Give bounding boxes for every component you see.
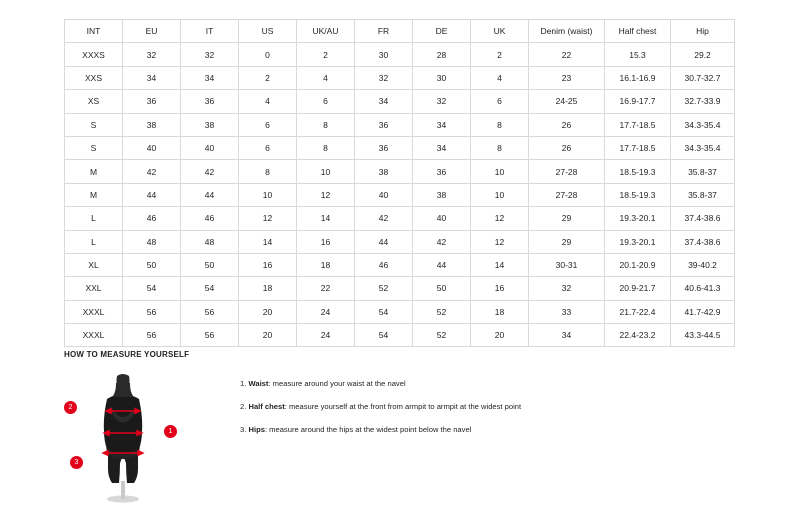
cell-hip: 29.2 <box>671 43 735 66</box>
cell-us: 14 <box>239 230 297 253</box>
table-row <box>65 207 735 230</box>
how-to-measure-title: HOW TO MEASURE YOURSELF <box>64 350 190 359</box>
cell-us: 16 <box>239 253 297 276</box>
instruction-index: 2. <box>240 402 247 412</box>
cell-us: 4 <box>239 90 297 113</box>
measure-instruction-hips <box>240 425 521 434</box>
measure-marker-1: 1 <box>164 425 177 438</box>
cell-uk: 16 <box>471 277 529 300</box>
cell-us: 12 <box>239 207 297 230</box>
cell-it: 32 <box>181 43 239 66</box>
cell-uk: 12 <box>471 207 529 230</box>
instruction-text: : measure around the hips at the widest point below the navel <box>264 425 472 435</box>
instruction-index: 3. <box>240 425 247 435</box>
cell-de: 34 <box>413 113 471 136</box>
cell-int: M <box>65 183 123 206</box>
cell-half-chest: 19.3-20.1 <box>605 207 671 230</box>
measure-marker-3: 3 <box>70 456 83 469</box>
table-header <box>65 20 735 43</box>
cell-us: 0 <box>239 43 297 66</box>
cell-fr: 54 <box>355 300 413 323</box>
cell-it: 34 <box>181 66 239 89</box>
cell-half-chest: 17.7-18.5 <box>605 113 671 136</box>
table-row <box>65 113 735 136</box>
cell-us: 18 <box>239 277 297 300</box>
cell-it: 54 <box>181 277 239 300</box>
instruction-index: 1. <box>240 379 247 388</box>
column-header-hip: Hip <box>671 20 735 43</box>
cell-denim-waist: 22 <box>529 43 605 66</box>
cell-fr: 36 <box>355 113 413 136</box>
table-row <box>65 43 735 66</box>
cell-fr: 30 <box>355 43 413 66</box>
cell-us: 20 <box>239 300 297 323</box>
cell-de: 50 <box>413 277 471 300</box>
cell-half-chest: 21.7-22.4 <box>605 300 671 323</box>
table-row <box>65 90 735 113</box>
cell-hip: 34.3-35.4 <box>671 113 735 136</box>
cell-us: 20 <box>239 324 297 347</box>
cell-eu: 46 <box>123 207 181 230</box>
cell-hip: 39-40.2 <box>671 253 735 276</box>
cell-de: 28 <box>413 43 471 66</box>
cell-us: 6 <box>239 113 297 136</box>
cell-hip: 43.3-44.5 <box>671 324 735 347</box>
instruction-text: : measure around your waist at the navel <box>268 379 406 388</box>
cell-int: L <box>65 207 123 230</box>
cell-int: XXXS <box>65 43 123 66</box>
column-header-uk: UK <box>471 20 529 43</box>
cell-uk: 20 <box>471 324 529 347</box>
column-header-half-chest: Half chest <box>605 20 671 43</box>
cell-uk-au: 10 <box>297 160 355 183</box>
cell-it: 56 <box>181 300 239 323</box>
cell-int: S <box>65 113 123 136</box>
cell-denim-waist: 29 <box>529 230 605 253</box>
cell-int: XL <box>65 253 123 276</box>
cell-fr: 40 <box>355 183 413 206</box>
cell-half-chest: 16.1-16.9 <box>605 66 671 89</box>
cell-uk-au: 2 <box>297 43 355 66</box>
cell-eu: 50 <box>123 253 181 276</box>
cell-int: M <box>65 160 123 183</box>
cell-denim-waist: 27-28 <box>529 160 605 183</box>
cell-eu: 56 <box>123 300 181 323</box>
cell-de: 44 <box>413 253 471 276</box>
cell-int: XXL <box>65 277 123 300</box>
cell-uk: 14 <box>471 253 529 276</box>
instruction-term: Half chest <box>248 402 285 412</box>
cell-hip: 37.4-38.6 <box>671 230 735 253</box>
how-to-measure-section <box>64 350 744 503</box>
cell-uk-au: 18 <box>297 253 355 276</box>
size-chart-container <box>64 19 734 347</box>
cell-de: 34 <box>413 136 471 159</box>
cell-fr: 46 <box>355 253 413 276</box>
cell-eu: 40 <box>123 136 181 159</box>
table-row <box>65 253 735 276</box>
cell-denim-waist: 29 <box>529 207 605 230</box>
cell-uk-au: 12 <box>297 183 355 206</box>
cell-uk: 10 <box>471 183 529 206</box>
cell-us: 10 <box>239 183 297 206</box>
cell-int: XXS <box>65 66 123 89</box>
cell-eu: 32 <box>123 43 181 66</box>
column-header-eu: EU <box>123 20 181 43</box>
cell-denim-waist: 30-31 <box>529 253 605 276</box>
cell-it: 56 <box>181 324 239 347</box>
table-row <box>65 230 735 253</box>
table-row <box>65 324 735 347</box>
cell-de: 30 <box>413 66 471 89</box>
cell-de: 36 <box>413 160 471 183</box>
cell-uk: 10 <box>471 160 529 183</box>
cell-half-chest: 15.3 <box>605 43 671 66</box>
cell-uk-au: 22 <box>297 277 355 300</box>
cell-half-chest: 17.7-18.5 <box>605 136 671 159</box>
cell-it: 48 <box>181 230 239 253</box>
cell-half-chest: 16.9-17.7 <box>605 90 671 113</box>
cell-uk: 12 <box>471 230 529 253</box>
cell-uk: 8 <box>471 113 529 136</box>
cell-de: 38 <box>413 183 471 206</box>
cell-fr: 54 <box>355 324 413 347</box>
column-header-fr: FR <box>355 20 413 43</box>
cell-int: XXXL <box>65 324 123 347</box>
cell-us: 2 <box>239 66 297 89</box>
instruction-term: Waist <box>248 379 269 388</box>
cell-us: 8 <box>239 160 297 183</box>
cell-hip: 32.7-33.9 <box>671 90 735 113</box>
cell-uk-au: 24 <box>297 324 355 347</box>
cell-denim-waist: 23 <box>529 66 605 89</box>
cell-eu: 56 <box>123 324 181 347</box>
cell-uk: 6 <box>471 90 529 113</box>
cell-it: 44 <box>181 183 239 206</box>
cell-fr: 32 <box>355 66 413 89</box>
cell-fr: 34 <box>355 90 413 113</box>
cell-us: 6 <box>239 136 297 159</box>
measure-instruction-waist <box>240 379 521 388</box>
cell-de: 32 <box>413 90 471 113</box>
cell-uk-au: 8 <box>297 136 355 159</box>
cell-hip: 30.7-32.7 <box>671 66 735 89</box>
cell-denim-waist: 32 <box>529 277 605 300</box>
table-header-row <box>65 20 735 43</box>
cell-int: XXXL <box>65 300 123 323</box>
cell-half-chest: 22.4-23.2 <box>605 324 671 347</box>
cell-uk-au: 4 <box>297 66 355 89</box>
column-header-denim-waist: Denim (waist) <box>529 20 605 43</box>
cell-de: 40 <box>413 207 471 230</box>
cell-denim-waist: 24-25 <box>529 90 605 113</box>
cell-uk: 18 <box>471 300 529 323</box>
column-header-de: DE <box>413 20 471 43</box>
cell-half-chest: 18.5-19.3 <box>605 160 671 183</box>
cell-de: 42 <box>413 230 471 253</box>
cell-half-chest: 20.1-20.9 <box>605 253 671 276</box>
table-row <box>65 300 735 323</box>
cell-it: 36 <box>181 90 239 113</box>
cell-int: XS <box>65 90 123 113</box>
cell-uk-au: 8 <box>297 113 355 136</box>
measure-marker-2: 2 <box>64 401 77 414</box>
cell-eu: 42 <box>123 160 181 183</box>
cell-de: 52 <box>413 324 471 347</box>
column-header-int: INT <box>65 20 123 43</box>
cell-fr: 52 <box>355 277 413 300</box>
cell-it: 38 <box>181 113 239 136</box>
cell-eu: 44 <box>123 183 181 206</box>
table-row <box>65 160 735 183</box>
cell-fr: 36 <box>355 136 413 159</box>
cell-eu: 54 <box>123 277 181 300</box>
mannequin-figure-area <box>64 373 184 503</box>
cell-hip: 37.4-38.6 <box>671 207 735 230</box>
table-row <box>65 277 735 300</box>
cell-denim-waist: 26 <box>529 136 605 159</box>
measure-instructions-list <box>240 373 521 434</box>
cell-hip: 35.8-37 <box>671 183 735 206</box>
cell-it: 42 <box>181 160 239 183</box>
column-header-uk-au: UK/AU <box>297 20 355 43</box>
cell-denim-waist: 33 <box>529 300 605 323</box>
column-header-us: US <box>239 20 297 43</box>
cell-fr: 38 <box>355 160 413 183</box>
cell-eu: 36 <box>123 90 181 113</box>
table-row <box>65 136 735 159</box>
cell-uk-au: 6 <box>297 90 355 113</box>
cell-uk: 4 <box>471 66 529 89</box>
cell-uk: 2 <box>471 43 529 66</box>
cell-eu: 34 <box>123 66 181 89</box>
cell-denim-waist: 26 <box>529 113 605 136</box>
instruction-text: : measure yourself at the front from armpit to armpit at the widest point <box>284 402 522 412</box>
table-row <box>65 183 735 206</box>
cell-half-chest: 20.9-21.7 <box>605 277 671 300</box>
cell-half-chest: 19.3-20.1 <box>605 230 671 253</box>
cell-uk: 8 <box>471 136 529 159</box>
cell-denim-waist: 27-28 <box>529 183 605 206</box>
cell-fr: 44 <box>355 230 413 253</box>
cell-uk-au: 14 <box>297 207 355 230</box>
cell-de: 52 <box>413 300 471 323</box>
measure-instruction-half-chest <box>240 402 521 411</box>
column-header-it: IT <box>181 20 239 43</box>
instruction-term: Hips <box>248 425 265 435</box>
size-chart-table <box>64 19 735 347</box>
cell-hip: 35.8-37 <box>671 160 735 183</box>
cell-it: 46 <box>181 207 239 230</box>
cell-it: 40 <box>181 136 239 159</box>
cell-int: S <box>65 136 123 159</box>
cell-hip: 40.6-41.3 <box>671 277 735 300</box>
cell-uk-au: 16 <box>297 230 355 253</box>
cell-fr: 42 <box>355 207 413 230</box>
table-row <box>65 66 735 89</box>
cell-hip: 41.7-42.9 <box>671 300 735 323</box>
cell-half-chest: 18.5-19.3 <box>605 183 671 206</box>
how-to-measure-body <box>64 373 744 503</box>
cell-denim-waist: 34 <box>529 324 605 347</box>
cell-uk-au: 24 <box>297 300 355 323</box>
table-body <box>65 43 735 347</box>
cell-eu: 38 <box>123 113 181 136</box>
cell-eu: 48 <box>123 230 181 253</box>
cell-int: L <box>65 230 123 253</box>
cell-it: 50 <box>181 253 239 276</box>
cell-hip: 34.3-35.4 <box>671 136 735 159</box>
mannequin-illustration <box>86 373 160 503</box>
